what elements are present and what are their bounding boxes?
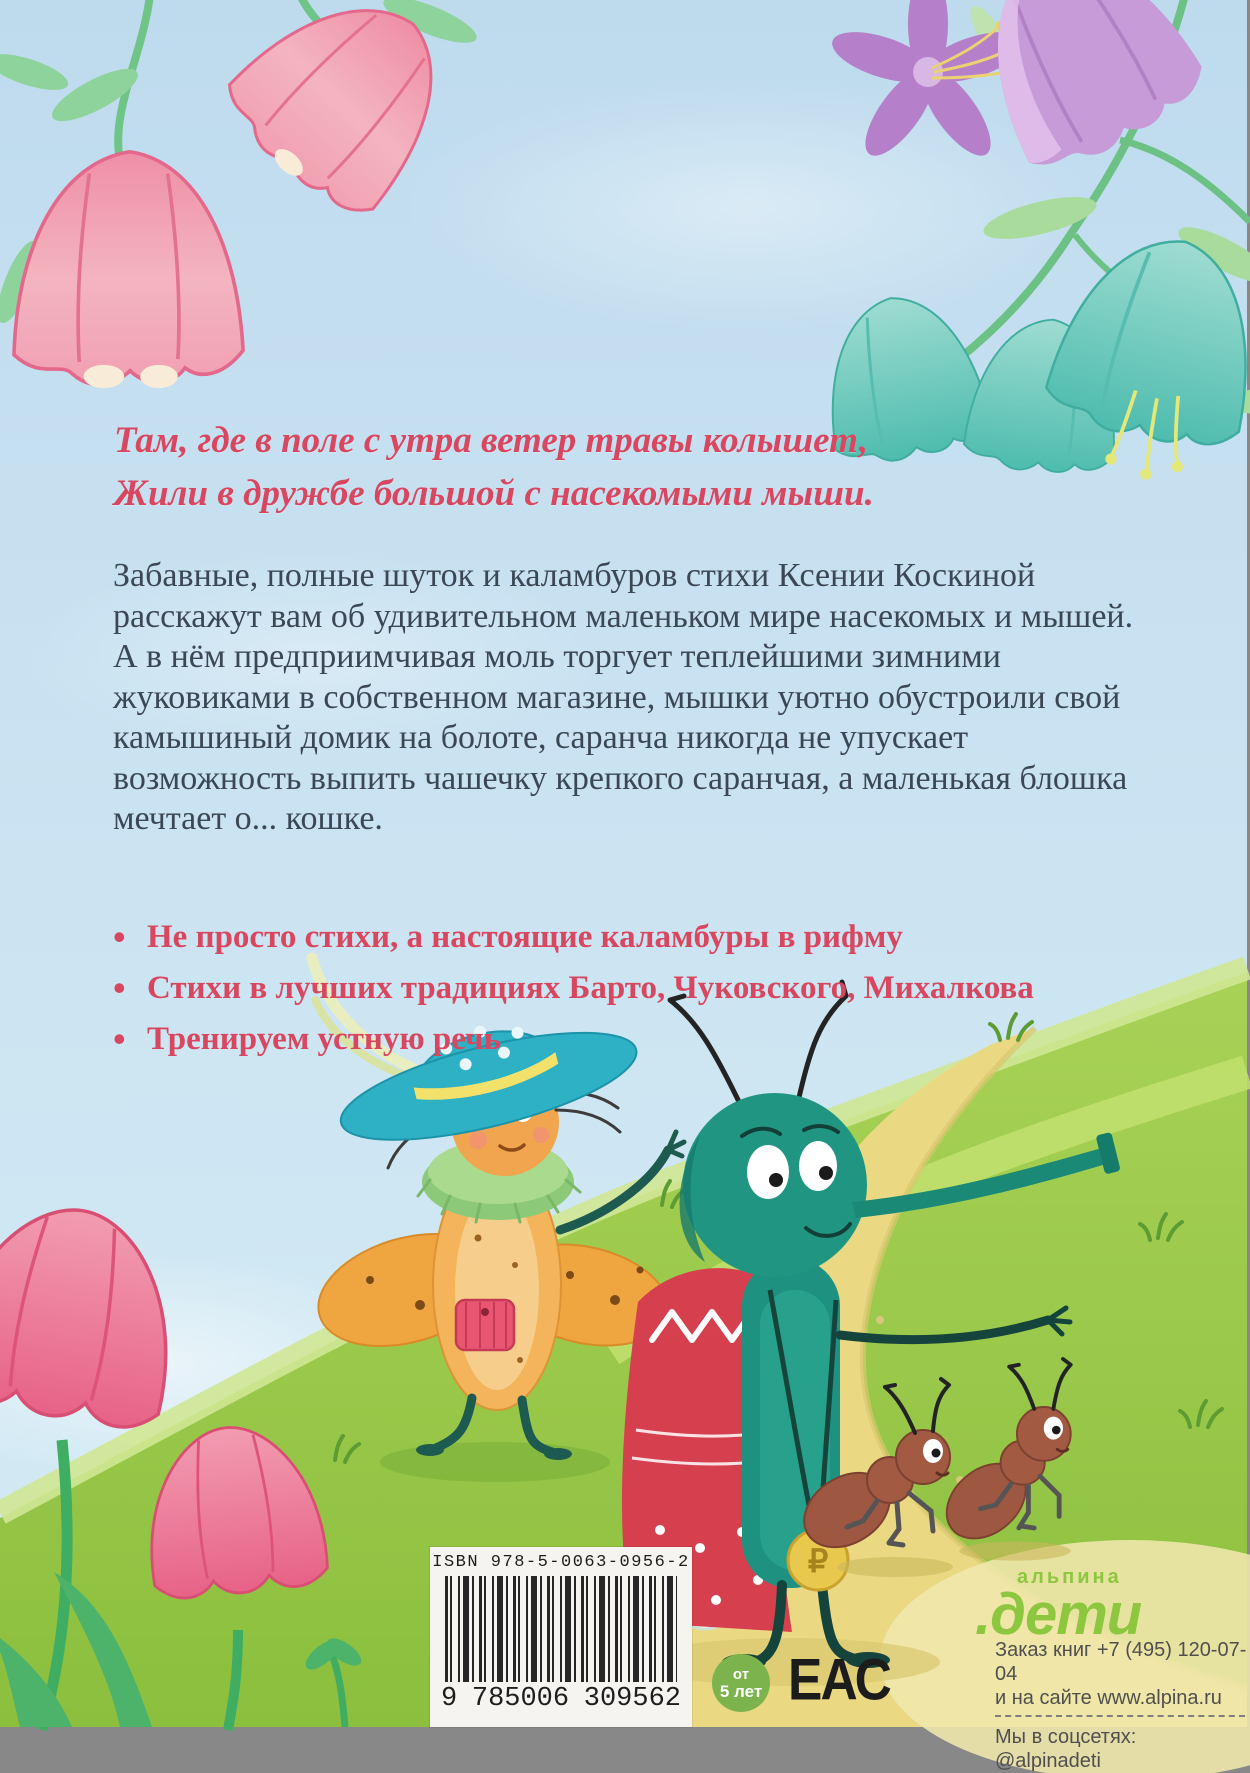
publisher-logo — [975, 1566, 1250, 1647]
divider — [995, 1715, 1245, 1717]
contact-block — [995, 1638, 1247, 1773]
selling-points-list — [113, 912, 1173, 1065]
order-site-line: и на сайте www.alpina.ru — [995, 1687, 1222, 1709]
barcode-image — [445, 1576, 677, 1682]
age-badge-bottom: 5 лет — [719, 1681, 763, 1701]
age-badge-top: от — [732, 1665, 750, 1683]
social-line: Мы в соцсетях: @alpinadeti — [995, 1726, 1137, 1772]
epigraph-line-2: Жили в дружбе большой с насекомыми мыши. — [114, 473, 874, 514]
eac-mark: ЕАС — [788, 1645, 890, 1712]
barcode-digits — [441, 1684, 681, 1714]
isbn-label: ISBN 978-5-0063-0956-2 — [432, 1553, 690, 1572]
selling-point: • Тренируем устную речь — [113, 1014, 1173, 1065]
barcode-digit-group: 785006 — [471, 1684, 570, 1714]
barcode-block — [430, 1547, 692, 1727]
epigraph-line-1: Там, где в поле с утра ветер травы колышет, — [114, 420, 869, 461]
selling-point: • Не просто стихи, а настоящие каламбуры в рифму — [113, 912, 1173, 963]
barcode-digit-group: 309562 — [583, 1684, 681, 1714]
order-phone-line: Заказ книг +7 (495) 120-07-04 — [995, 1639, 1247, 1685]
barcode-digit-group: 9 — [441, 1684, 458, 1714]
publisher-name-bottom: .дети — [975, 1582, 1142, 1647]
book-description: Забавные, полные шуток и каламбуров стихи Ксении Коскиной расскажут вам об удивительном маленьком мире насекомых и мышей. А в нём предприимчивая моль торгует теплейшими зимними жуковиками в собственном магазине, мышки уютно обустроили свой камышиный домик на болоте, саранча никогда не упускает возможность выпить чашечку крепкого саранчая, а маленькая блошка мечтает о... кошке. — [113, 557, 1134, 837]
publisher-name-top: альпина — [1017, 1566, 1122, 1588]
pink-bellflowers-illustration — [0, 0, 483, 388]
selling-point: • Стихи в лучших традициях Барто, Чуковского, Михалкова — [113, 963, 1173, 1014]
epigraph — [114, 414, 1014, 520]
ruble-medal-symbol: ₽ — [807, 1543, 829, 1579]
age-badge — [712, 1654, 770, 1712]
